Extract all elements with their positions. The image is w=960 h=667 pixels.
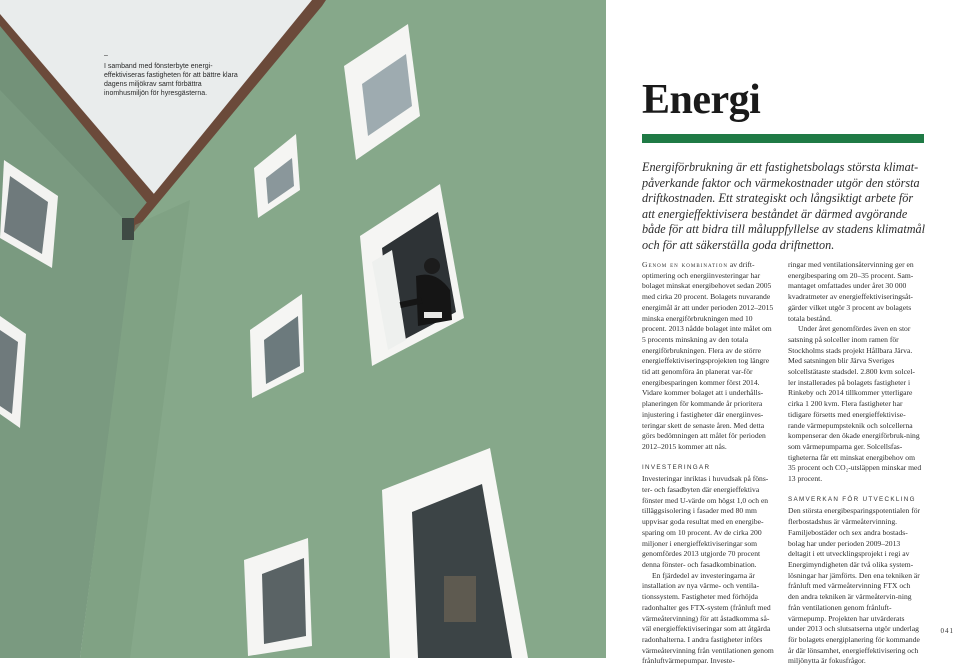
intro-text: av drift-optimering och energiinvesteringar har bolaget minskat energibehovet sedan 2005 med cirka 20 procent. Bolagets nuvarande energimål är att under perioden 2012–2015 minska energiförbrukningen med 10 procent. 2013 nådde bolaget inte målet om 5 procents minskning av den totala energiförbrukningen. Flera av de större energieffektiviseringsprojekten tog längre tid att genomföra än planerat var-för energibesparingen kommer först 2014. Vidare kommer bolaget att i underhålls-planeringen för kommande år prioritera injustering i fastigheter där energiinves-teringar skett de senaste åren. Med detta görs bedömningen att målet för perioden 2012–2015 kommer att nås. bbox=[642, 260, 774, 451]
text-column-right bbox=[788, 260, 922, 667]
title-accent-bar bbox=[642, 134, 924, 143]
ventilation-paragraph: En fjärdedel av investeringarna är installation av nya värme- och ventila-tionssystem. Fastigheter med förhöjda radonhalter ges FTX-system (frånluft med värmeåtervinning) för att åstadkomma så-väl energieffektiviseringar som att åtgärda radonhalterna. I andra fastigheter införs värmeåtervinning från ventilationen genom frånluftvärmepumpar. Investe- bbox=[642, 570, 774, 666]
heading-samverkan: SAMVERKAN FÖR UTVECKLING bbox=[788, 495, 916, 503]
investeringar-paragraph: Investeringar inriktas i huvudsak på föns-ter- och fasadbyten där energieffektiva fönster med U-värde om högst 1,0 och en tilläggsisolering i fasader med 80 mm uppvisar goda resultat med en energibe-sparing om 10 procent. Av de cirka 200 miljoner i energieffektiviseringar som genomfördes 2013 utgjorde 70 procent denna fönster- och fasadkombination. bbox=[642, 474, 769, 569]
article-page bbox=[606, 0, 960, 666]
page-number: 041 bbox=[940, 627, 954, 635]
samverkan-paragraph: Den största energibesparingspotentialen för flerbostadshus är värmeåtervinning. Familjebostäder och sex andra bostads-bolag har under perioden 2009–2013 deltagit i ett utvecklingsprojekt i regi av Energimyndigheten där två olika system-lösningar har jämförts. Den ena tekniken är frånluft med värmeåtervinning FTX och den andra tekniken är värmeåtervin-ning från ventilationen genom frånluft-värmepump. Projekten har utvärderats under 2013 och slutsatserna utgör underlag för bolagets energiplanering för kommande år där lönsamhet, energieffektivisering och miljönytta är fokusfrågor. bbox=[788, 506, 921, 666]
article-lead: Energiförbrukning är ett fastighetsbolags största klimat-påverkande faktor och värmekostnader utgör den största driftkostnaden. Ett strategiskt och långsiktigt arbete för att energieffektivisera beståndet är därmed avgörande både för att bidra till måluppfyllelse av stadens klimatmål och för att säkerställa goda driftnetton. bbox=[642, 160, 925, 252]
text-column-left bbox=[642, 260, 776, 667]
ventilation-continued-paragraph: ringar med ventilationsåtervinning ger en energibesparing om 20–35 procent. Sam-mantaget omfattades under året 30 000 kvadratmeter av energieffektiviseringsåt-gärder vilket utgör 3 procent av bolagets totala bestånd. bbox=[788, 260, 914, 323]
gutter-bracket bbox=[122, 218, 134, 240]
heading-investeringar: INVESTERINGAR bbox=[642, 463, 711, 471]
intro-paragraph bbox=[642, 260, 776, 453]
caption-text: I samband med fönsterbyte energi-effektiviseras fastigheten för att bättre klara dagens miljökrav samt förbättra inomhusmiljön för hyresgästerna. bbox=[104, 63, 238, 97]
solceller-paragraph: Under året genomfördes även en stor satsning på solceller inom ramen för Stockholms stads projekt Hållbara Järva. Med satsningen blir Järva Sveriges solcellstätaste stadsdel. 2.800 kvm solcel-ler installerades på bolagets fastigheter i Rinkeby och 2014 tillkommer ytterligare cirka 1 200 kvm. Flera fastigheter har tidigare försetts med energieffektivise-rande värmepumpsteknik och solcellerna kompenserar den ökade energiförbruk-ning som värmepumparna ger. Solcellsfas-tigheterna får ett minskat energibehov om 35 procent och CO₂-utsläppen minskar med 13 procent. bbox=[788, 324, 922, 484]
article-title: Energi bbox=[642, 77, 761, 123]
caption-dash: – bbox=[104, 52, 108, 59]
intro-caps: Genom en kombination bbox=[642, 260, 728, 269]
photo-caption bbox=[104, 52, 244, 98]
